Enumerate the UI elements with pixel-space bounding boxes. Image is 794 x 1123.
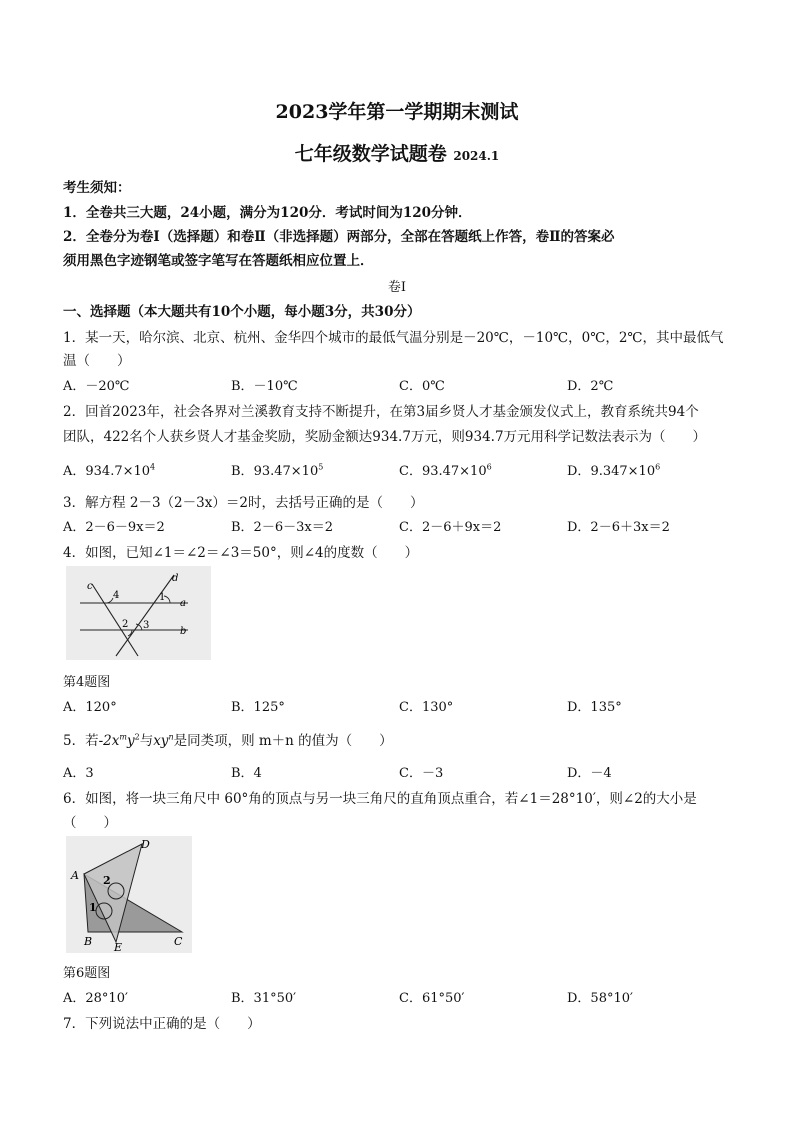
exam-title: 2023学年第一学期期末测试: [275, 101, 519, 123]
q3-option-b: B．2－6－3x＝2: [231, 520, 333, 535]
q6-stem-line-2: （ ）: [63, 815, 117, 831]
exam-subtitle: [0, 139, 794, 166]
subtitle-text: 七年级数学试题卷: [294, 143, 447, 165]
label-angle-1: 1: [89, 901, 97, 914]
q2-option-d: D．$9.347\times 10^6$: [567, 462, 661, 479]
section-1-heading: 一、选择题（本大题共有10个小题，每小题3分，共30分）: [63, 304, 421, 320]
q3-option-d: D．2－6＋3x＝2: [567, 520, 670, 535]
label-E: E: [114, 941, 123, 953]
q2-option-b: B．$93.47\times 10^5$: [231, 462, 324, 479]
q1-option-b: B．－10℃: [231, 379, 298, 394]
q4-figure: [66, 566, 211, 660]
q5-stem: 5．若$-2x^my^2$与$xy^n$是同类项，则 m＋n 的值为（ ）: [63, 732, 393, 749]
q6-option-b: B．31°50′: [231, 991, 297, 1006]
q6-option-a: A．28°10′: [63, 991, 128, 1006]
label-angle-4: 4: [113, 590, 120, 601]
q5-option-b: B．4: [231, 766, 262, 781]
q6-caption: 第6题图: [63, 966, 111, 981]
q6-figure-svg: [66, 836, 192, 953]
q5-option-a: A．3: [63, 766, 94, 781]
label-angle-1: 1: [159, 592, 166, 603]
q2-stem-line-1: 2．回首2023年，社会各界对兰溪教育支持不断提升，在第3届乡贤人才基金颁发仪式上，教育系统共94个: [63, 404, 699, 420]
q5-option-d: D．－4: [567, 766, 612, 781]
q4-caption: 第4题图: [63, 675, 111, 690]
label-C: C: [174, 935, 183, 948]
q4-option-d: D．135°: [567, 700, 622, 715]
q3-option-c: C．2－6＋9x＝2: [399, 520, 502, 535]
q5-option-c: C．－3: [399, 766, 444, 781]
label-angle-2: 2: [103, 874, 111, 887]
label-a: a: [180, 598, 186, 609]
q1-option-d: D．2℃: [567, 379, 614, 394]
q1-option-c: C．0℃: [399, 379, 445, 394]
q6-option-d: D．58°10′: [567, 991, 633, 1006]
notice-item-2-line-1: 2．全卷分为卷Ⅰ（选择题）和卷Ⅱ（非选择题）两部分，全部在答题纸上作答，卷Ⅱ的答案必: [63, 229, 615, 245]
notice-item-1: 1．全卷共三大题，24小题，满分为120分．考试时间为120分钟．: [63, 205, 472, 221]
q6-figure: [66, 836, 192, 953]
q1-option-a: A．－20℃: [63, 379, 130, 394]
notice-item-2-line-2: 须用黑色字迹钢笔或签字笔写在答题纸相应位置上．: [63, 253, 374, 269]
label-d: d: [172, 573, 179, 584]
q4-figure-svg: [66, 566, 211, 660]
label-angle-2: 2: [122, 619, 129, 630]
volume-label: 卷Ⅰ: [387, 280, 407, 295]
q1-stem-line-1: 1．某一天，哈尔滨、北京、杭州、金华四个城市的最低气温分别是－20℃，－10℃，0℃，2℃，其中最低气: [63, 330, 724, 346]
label-c: c: [87, 581, 93, 592]
label-b: b: [180, 626, 187, 637]
notice-heading: 考生须知：: [63, 180, 131, 196]
q4-stem: 4．如图，已知∠1＝∠2＝∠3＝50°，则∠4的度数（ ）: [63, 545, 419, 561]
q3-stem: 3．解方程 2－3（2－3x）＝2时，去括号正确的是（ ）: [63, 495, 424, 511]
line-d: [116, 575, 174, 656]
q3-option-a: A．2－6－9x＝2: [63, 520, 165, 535]
q4-option-c: C．130°: [399, 700, 454, 715]
q4-option-a: A．120°: [63, 700, 117, 715]
q1-stem-line-2: 温（ ）: [63, 353, 131, 369]
label-D: D: [141, 838, 150, 851]
label-angle-3: 3: [143, 620, 150, 631]
q2-option-a: A．$934.7\times 10^4$: [63, 462, 156, 479]
q2-stem-line-2: 团队，422名个人获乡贤人才基金奖励，奖励金额达934.7万元，则934.7万元用科学记数法表示为（ ）: [63, 429, 707, 445]
exam-date: 2024.1: [453, 149, 500, 163]
label-B: B: [84, 935, 93, 948]
q2-option-c: C．$93.47\times 10^6$: [399, 462, 492, 479]
q6-stem-line-1: 6．如图，将一块三角尺中 60°角的顶点与另一块三角尺的直角顶点重合，若∠1＝28°10′，则∠2的大小是: [63, 791, 697, 807]
q7-stem: 7．下列说法中正确的是（ ）: [63, 1016, 261, 1032]
q4-option-b: B．125°: [231, 700, 285, 715]
label-A: A: [71, 869, 79, 882]
q6-option-c: C．61°50′: [399, 991, 465, 1006]
